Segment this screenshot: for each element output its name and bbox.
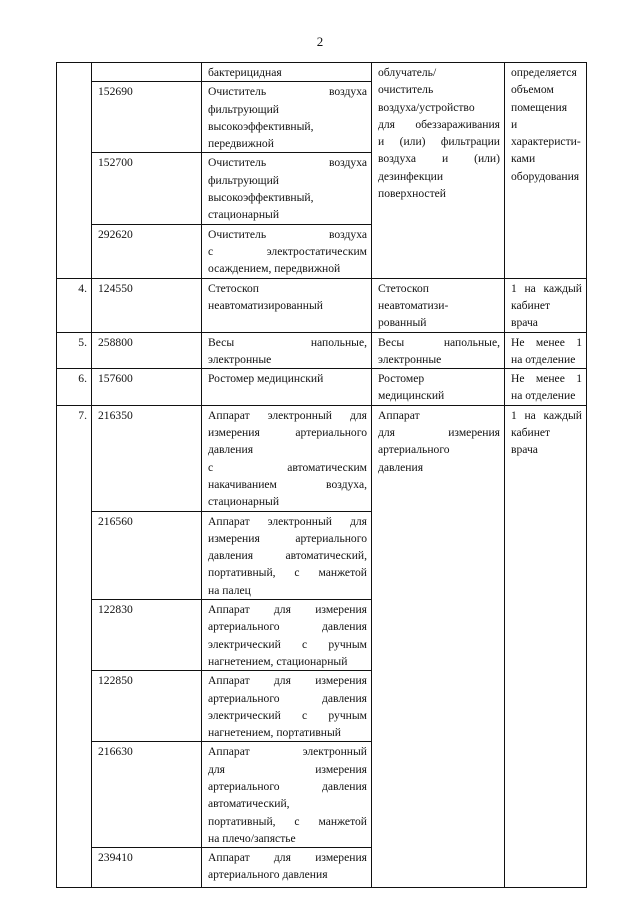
text-line: артериального давления: [208, 779, 367, 793]
text-line: Аппарат для измерения: [208, 674, 367, 688]
text-line: фильтрующий: [208, 102, 279, 116]
table-row: [57, 332, 587, 369]
text-line: портативный, с манжетой: [208, 814, 367, 828]
text-line: кабинет: [511, 298, 551, 312]
text-line: врача: [511, 443, 538, 457]
text-line: воздуха и (или): [378, 152, 500, 166]
item-name: [202, 153, 372, 224]
text-line: неавтоматизи-: [378, 298, 449, 312]
text-line: Аппарат: [378, 408, 420, 422]
table-row: [57, 63, 587, 82]
text-line: Аппарат электронный: [208, 745, 367, 759]
row-number: 7.: [57, 405, 92, 887]
quantity-requirement: [505, 369, 587, 406]
nomenclature-code: 157600: [92, 369, 202, 406]
text-line: высокоэффективный,: [208, 119, 314, 133]
table-row: [57, 278, 587, 332]
text-line: объемом: [511, 83, 554, 97]
text-line: для обеззараживания: [378, 117, 500, 131]
quantity-requirement: [505, 63, 587, 279]
item-name: [202, 278, 372, 332]
text-line: неавтоматизированный: [208, 298, 323, 312]
text-line: накачиванием воздуха,: [208, 477, 367, 491]
row-number: 4.: [57, 278, 92, 332]
text-line: электрический с ручным: [208, 637, 367, 651]
text-line: измерения артериального: [208, 531, 367, 545]
text-line: Ростомер: [378, 372, 425, 386]
text-line: Стетоскоп: [208, 281, 259, 295]
text-line: очиститель: [378, 83, 434, 97]
nomenclature-code: 124550: [92, 278, 202, 332]
text-line: на плечо/запястье: [208, 831, 296, 845]
item-name: [202, 369, 372, 406]
table-row: [57, 369, 587, 406]
text-line: врача: [511, 316, 538, 330]
text-line: для измерения: [208, 762, 367, 776]
text-line: Очиститель воздуха: [208, 85, 367, 99]
item-name: [202, 600, 372, 671]
text-line: фильтрующий: [208, 173, 279, 187]
text-line: с электростатическим: [208, 244, 367, 258]
nomenclature-code: 216630: [92, 742, 202, 848]
nomenclature-code: 216560: [92, 511, 202, 599]
text-line: дезинфекции: [378, 169, 444, 183]
text-line: кабинет: [511, 426, 551, 440]
equipment-kind: [372, 278, 505, 332]
text-line: автоматический,: [208, 797, 290, 811]
text-line: давления: [378, 460, 424, 474]
quantity-requirement: [505, 332, 587, 369]
text-line: артериального давления: [208, 620, 367, 634]
text-line: Аппарат для измерения: [208, 603, 367, 617]
text-line: помещения: [511, 100, 568, 114]
text-line: Не менее 1: [511, 335, 582, 349]
text-line: на отделение: [511, 352, 576, 366]
item-name: [202, 742, 372, 848]
page-number: 2: [316, 34, 324, 49]
nomenclature-code: 122830: [92, 600, 202, 671]
text-line: передвижной: [208, 137, 274, 151]
text-line: и (или) фильтрации: [378, 135, 500, 149]
equipment-kind: [372, 369, 505, 406]
text-line: стационарный: [208, 495, 280, 509]
text-line: определяется: [511, 66, 577, 79]
text-line: электрический с ручным: [208, 708, 367, 722]
text-line: Аппарат для измерения: [208, 851, 367, 865]
text-line: поверхностей: [378, 187, 447, 201]
quantity-requirement: [505, 278, 587, 332]
quantity-requirement: [505, 405, 587, 887]
nomenclature-code: 152690: [92, 82, 202, 153]
equipment-kind: [372, 63, 505, 279]
text-line: для измерения: [378, 426, 500, 440]
text-line: электронные: [208, 352, 272, 366]
text-line: нагнетением, портативный: [208, 726, 341, 740]
text-line: и: [511, 117, 518, 131]
text-line: Не менее 1: [511, 372, 582, 386]
item-name: [202, 63, 372, 82]
text-line: артериального давления: [208, 691, 367, 705]
text-line: оборудования: [511, 169, 580, 183]
row-number: [57, 63, 92, 279]
nomenclature-code: [92, 63, 202, 82]
text-line: нагнетением, стационарный: [208, 654, 348, 668]
text-line: 1 на каждый: [511, 281, 582, 295]
row-number: 6.: [57, 369, 92, 406]
item-name: [202, 332, 372, 369]
text-line: Ростомер медицинский: [208, 372, 324, 386]
text-line: Стетоскоп: [378, 281, 429, 295]
equipment-kind: [372, 405, 505, 887]
text-line: портативный, с манжетой: [208, 566, 367, 580]
item-name: [202, 405, 372, 511]
nomenclature-code: 122850: [92, 671, 202, 742]
equipment-kind: [372, 332, 505, 369]
text-line: Аппарат электронный для: [208, 408, 367, 422]
text-line: медицинский: [378, 389, 445, 403]
text-line: артериального: [378, 443, 450, 457]
text-line: высокоэффективный,: [208, 191, 314, 205]
text-line: осаждением, передвижной: [208, 262, 341, 276]
equipment-table: [56, 62, 587, 888]
text-line: на отделение: [511, 389, 576, 403]
text-line: артериального давления: [208, 868, 328, 882]
item-name: [202, 511, 372, 599]
item-name: [202, 224, 372, 278]
nomenclature-code: 152700: [92, 153, 202, 224]
text-line: характеристи-: [511, 135, 581, 149]
row-number: 5.: [57, 332, 92, 369]
text-line: облучатель/: [378, 66, 437, 79]
nomenclature-code: 239410: [92, 848, 202, 888]
text-line: 1 на каждый: [511, 408, 582, 422]
text-line: Очиститель воздуха: [208, 156, 367, 170]
text-line: бактерицидная: [208, 66, 282, 79]
text-line: на палец: [208, 583, 251, 597]
text-line: воздуха/устройство: [378, 100, 475, 114]
text-line: Весы напольные,: [208, 335, 367, 349]
item-name: [202, 82, 372, 153]
text-line: стационарный: [208, 208, 280, 222]
item-name: [202, 848, 372, 888]
text-line: электронные: [378, 352, 442, 366]
text-line: Весы напольные,: [378, 335, 500, 349]
nomenclature-code: 258800: [92, 332, 202, 369]
text-line: Аппарат электронный для: [208, 514, 367, 528]
item-name: [202, 671, 372, 742]
text-line: измерения артериального: [208, 426, 367, 440]
text-line: давления автоматический,: [208, 549, 367, 563]
table-row: [57, 405, 587, 511]
text-line: ками: [511, 152, 536, 166]
text-line: давления: [208, 443, 254, 457]
nomenclature-code: 216350: [92, 405, 202, 511]
nomenclature-code: 292620: [92, 224, 202, 278]
text-line: Очиститель воздуха: [208, 227, 367, 241]
text-line: рованный: [378, 316, 427, 330]
text-line: с автоматическим: [208, 460, 367, 474]
